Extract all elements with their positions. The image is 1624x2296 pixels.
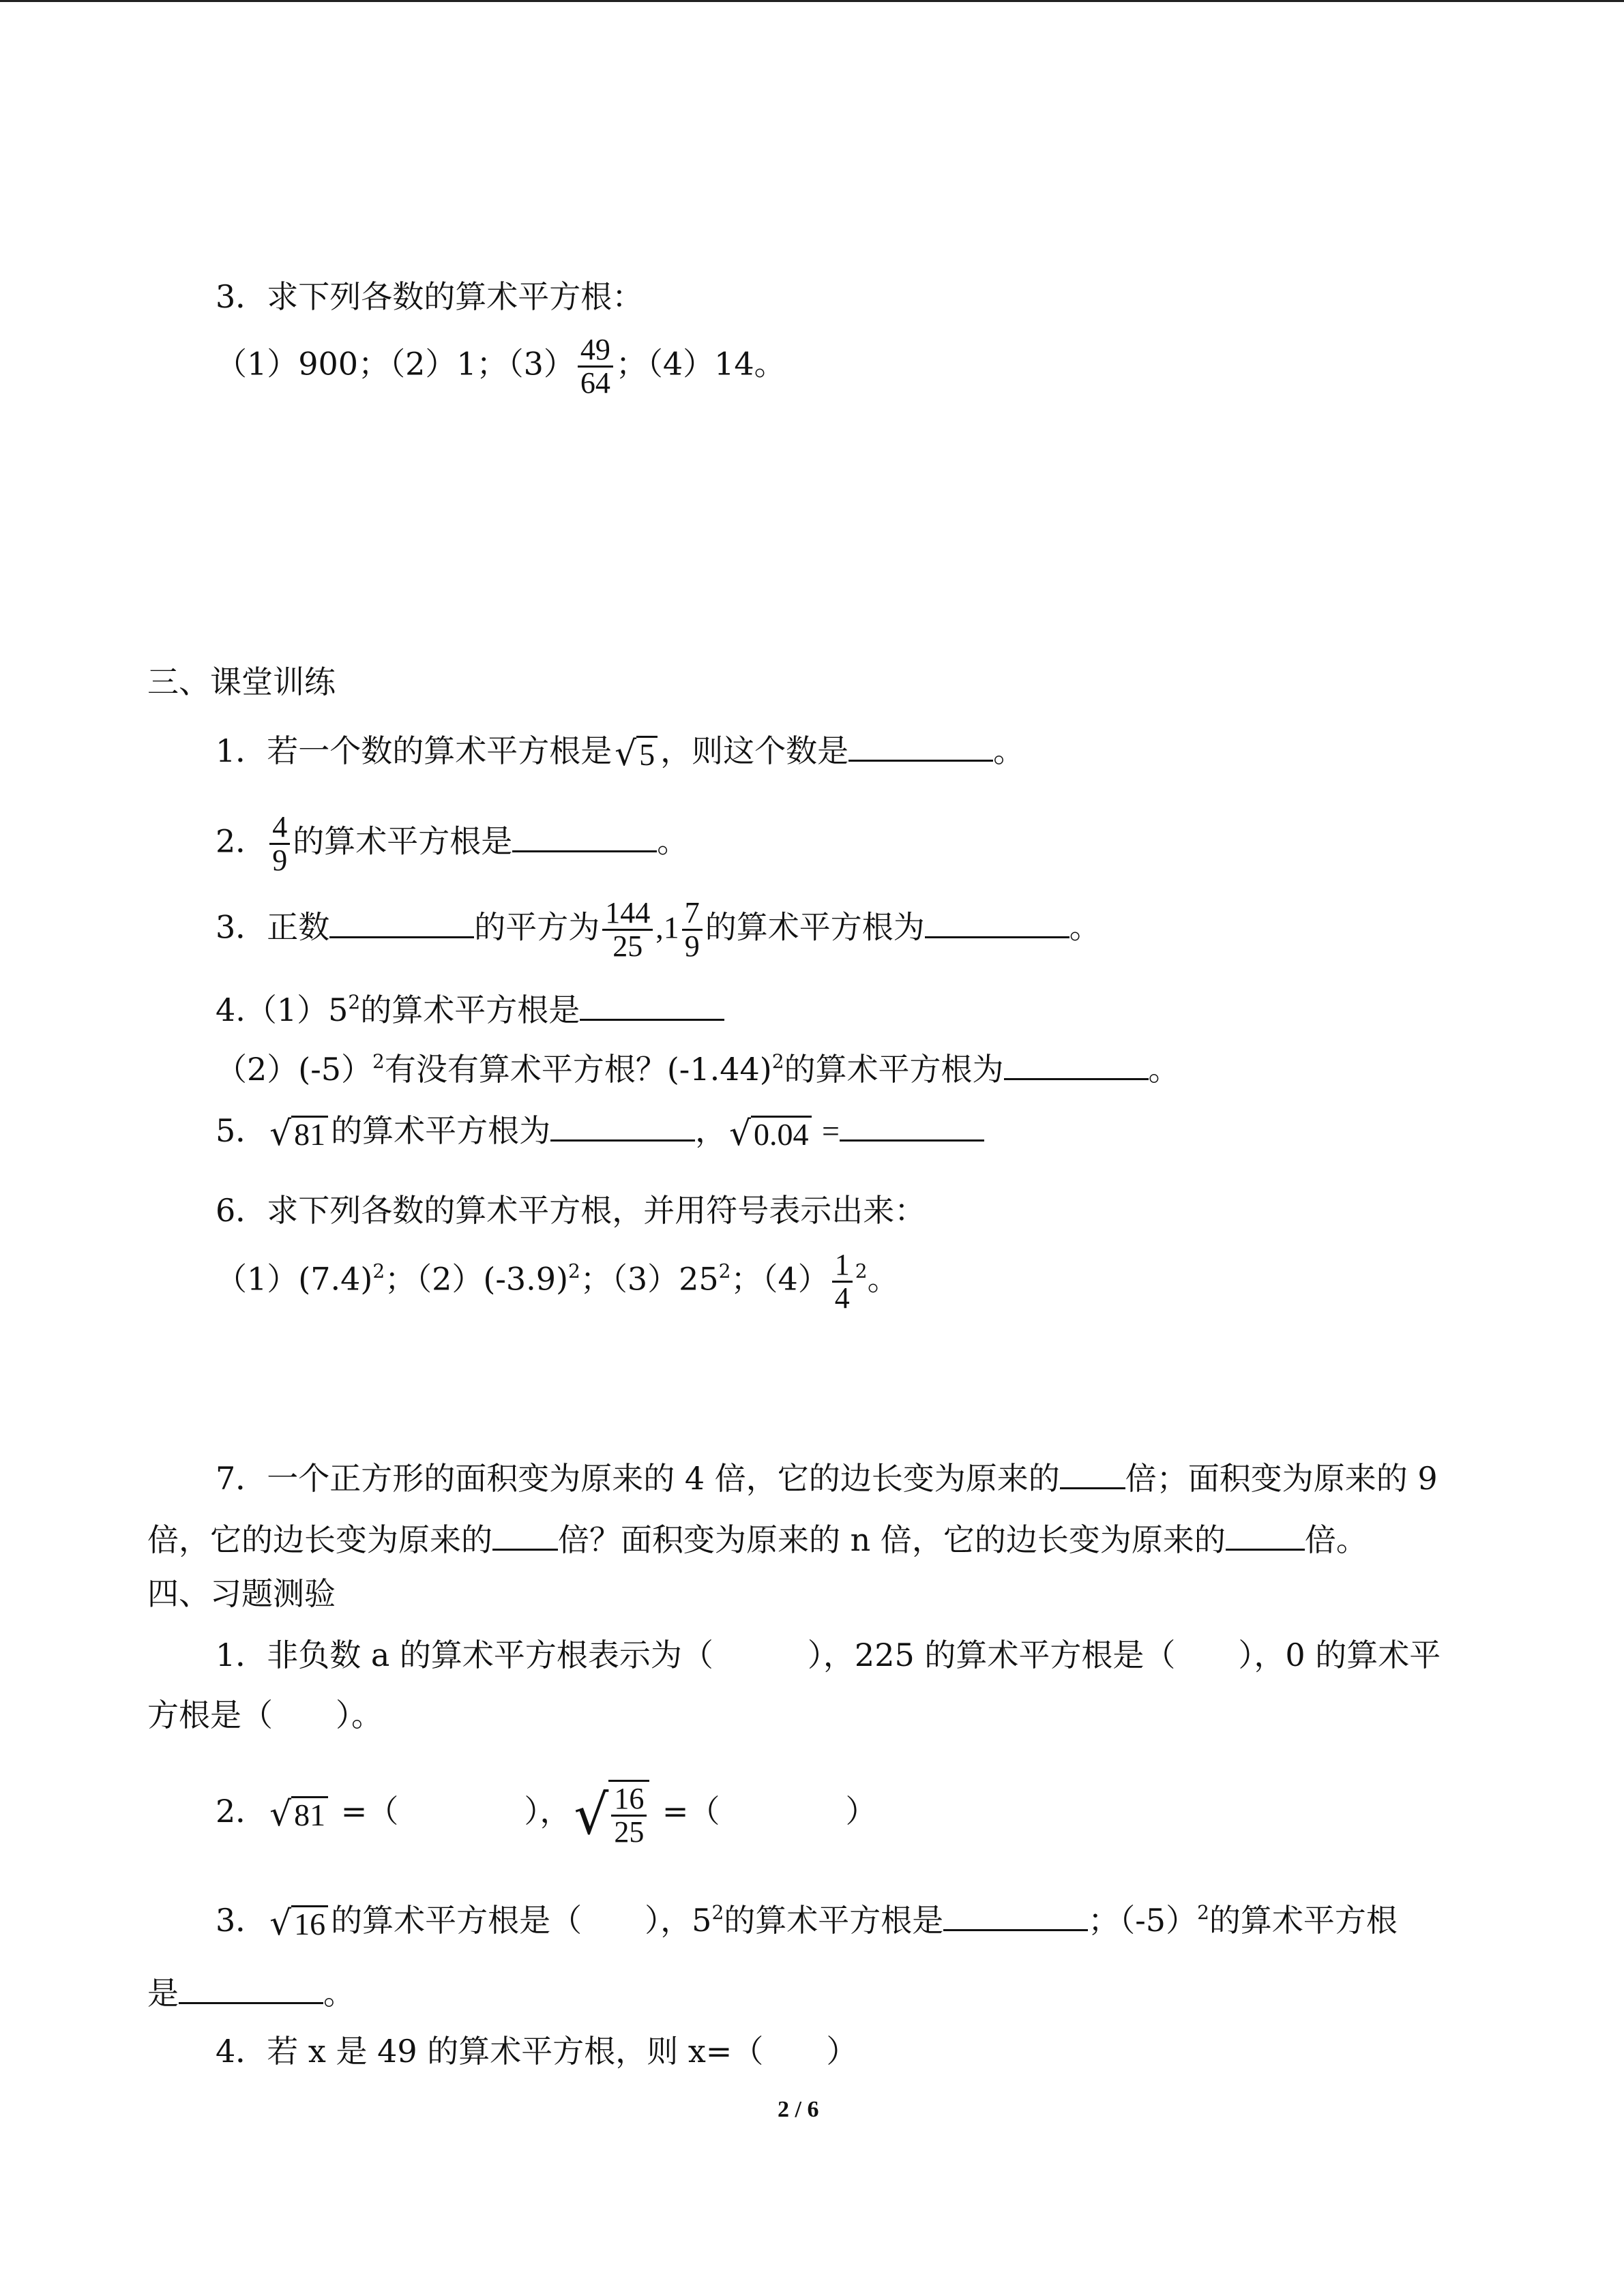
- fraction: $\frac{4}{9}$: [269, 811, 290, 876]
- answer-blank[interactable]: [329, 905, 474, 938]
- q3-title: 3．求下列各数的算术平方根：: [216, 278, 644, 315]
- q3-items: （1）900；（2）1；（3） $\frac{49}{64}$ ；（4）14。: [216, 333, 786, 400]
- answer-blank[interactable]: [1004, 1047, 1149, 1080]
- practice-q1: 1．若一个数的算术平方根是 √ 5 ，则这个数是 。: [216, 728, 1024, 769]
- fraction: $\frac{49}{64}$: [578, 334, 613, 399]
- page-top-border: [0, 0, 1624, 2]
- answer-blank[interactable]: [492, 1517, 558, 1551]
- answer-blank[interactable]: [925, 905, 1069, 938]
- answer-blank[interactable]: [1060, 1456, 1125, 1489]
- answer-blank[interactable]: [512, 819, 657, 852]
- practice-q4-part2: （2）(-5）$^2$有没有算术平方根？$(-1.44)^2$的算术平方根为 。: [216, 1041, 1180, 1082]
- sqrt-expression: √ 16: [269, 1905, 328, 1941]
- answer-blank[interactable]: [943, 1898, 1088, 1931]
- sqrt-expression: √ 81: [269, 1795, 328, 1832]
- answer-blank[interactable]: [179, 1971, 323, 2004]
- practice-q6-title: 6．求下列各数的算术平方根，并用符号表示出来：: [216, 1192, 926, 1229]
- practice-q4-part1: $4.(1)5^2$的算术平方根是: [216, 982, 724, 1023]
- exercise-q4: 4．若 x 是 49 的算术平方根，则 x=（ ）: [216, 2033, 858, 2070]
- practice-q6-items: $(1)(7.4)^2$；$(2)(-3.9)^2$；$(3)25^2$；（4） $\frac{1}{4}$ $^2$。: [216, 1248, 899, 1315]
- sqrt-fraction-expression: √ $\frac{16}{25}$: [574, 1780, 649, 1848]
- fraction: $\frac{144}{25}$: [602, 897, 653, 962]
- exercise-q2: 2． √ 81 =（ ）， √ $\frac{16}{25}$ =（ ）: [216, 1780, 876, 1821]
- sqrt-expression: √ 81: [269, 1115, 328, 1152]
- section-heading-practice: 三、课堂训练: [147, 664, 336, 700]
- sqrt-expression: √ 5: [615, 735, 658, 772]
- sqrt-expression: √ 0.04: [729, 1115, 811, 1152]
- fraction: $\frac{1}{4}$: [832, 1249, 853, 1314]
- practice-q7-line1: 7．一个正方形的面积变为原来的 4 倍，它的边长变为原来的 倍；面积变为原来的 9: [216, 1456, 1438, 1497]
- page-number: 2 / 6: [778, 2097, 819, 2122]
- section-heading-exercise: 四、习题测验: [147, 1575, 336, 1612]
- exercise-q3-line1: 3． √ 16 的算术平方根是（ ），$5^2$的算术平方根是 ；$(-5)^2$的算术平方根: [216, 1892, 1398, 1933]
- exercise-q1-line1: 1．非负数 a 的算术平方根表示为（ ），225 的算术平方根是（ ），0 的算术平: [216, 1637, 1441, 1673]
- practice-q7-line2: 倍，它的边长变为原来的 倍？面积变为原来的 n 倍，它的边长变为原来的 倍。: [147, 1517, 1368, 1558]
- practice-q2: 2． $\frac{4}{9}$ 的算术平方根是 。: [216, 810, 689, 877]
- answer-blank[interactable]: [1226, 1517, 1305, 1551]
- practice-q5: 5． √ 81 的算术平方根为 ， √ 0.04 =: [216, 1108, 984, 1149]
- practice-q3: 3．正数 的平方为 $\frac{144}{25}$ ,1 $\frac{7}{9}$ 的算术平方根为 。: [216, 896, 1101, 963]
- exercise-q3-line2: 是 。: [147, 1971, 355, 2012]
- answer-blank[interactable]: [550, 1108, 695, 1142]
- answer-blank[interactable]: [848, 728, 993, 762]
- answer-blank[interactable]: [840, 1108, 984, 1142]
- answer-blank[interactable]: [580, 987, 724, 1021]
- exercise-q1-line2: 方根是（ ）。: [147, 1697, 383, 1733]
- fraction: $\frac{7}{9}$: [682, 897, 703, 962]
